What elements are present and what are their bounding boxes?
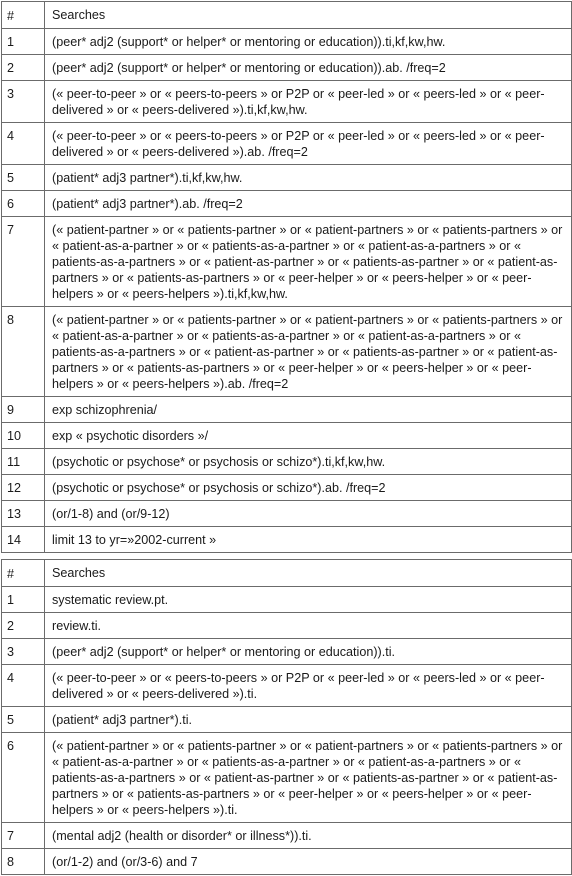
table-row — [2, 397, 572, 423]
row-number: 3 — [2, 639, 45, 665]
table-row — [2, 423, 572, 449]
row-number: 1 — [2, 587, 45, 613]
row-number: 9 — [2, 397, 45, 423]
search-query: exp « psychotic disorders »/ — [45, 423, 572, 449]
table-row — [2, 665, 572, 707]
row-number: 1 — [2, 29, 45, 55]
row-number: 2 — [2, 55, 45, 81]
search-query: (or/1-8) and (or/9-12) — [45, 501, 572, 527]
row-number: 8 — [2, 307, 45, 397]
search-query: (« patient-partner » or « patients-partner » or « patient-partners » or « patients-partners » or « patient-as-a-partner » or « patients-as-a-partner » or « patient-as-a-partners » or « patients-as-a-partners » or « patient-as-partner » or « patients-as-partner » or « patient-as-partners » or « patients-as-partners » or « peer-helper » or « peers-helper » or « peer-helpers » or « peers-helpers »).ab. /freq=2 — [45, 307, 572, 397]
search-query: (« peer-to-peer » or « peers-to-peers » or P2P or « peer-led » or « peers-led » or « peer-delivered » or « peers-delivered »).ab. /freq=2 — [45, 123, 572, 165]
row-number: 11 — [2, 449, 45, 475]
search-query: (« patient-partner » or « patients-partner » or « patient-partners » or « patients-partners » or « patient-as-a-partner » or « patients-as-a-partner » or « patient-as-a-partners » or « patients-as-a-partners » or « patient-as-partner » or « patients-as-partner » or « patient-as-partners » or « patients-as-partners » or « peer-helper » or « peers-helper » or « peer-helpers » or « peers-helpers »).ti,kf,kw,hw. — [45, 217, 572, 307]
search-table-1 — [1, 1, 572, 553]
table-row — [2, 639, 572, 665]
row-number: 6 — [2, 733, 45, 823]
column-header-number: # — [2, 560, 45, 587]
table-row — [2, 165, 572, 191]
table-row — [2, 849, 572, 875]
search-query: (peer* adj2 (support* or helper* or mentoring or education)).ti. — [45, 639, 572, 665]
table-row — [2, 29, 572, 55]
table-row — [2, 123, 572, 165]
row-number: 12 — [2, 475, 45, 501]
row-number: 4 — [2, 123, 45, 165]
search-query: systematic review.pt. — [45, 587, 572, 613]
table-header-row — [2, 560, 572, 587]
table-row — [2, 587, 572, 613]
row-number: 10 — [2, 423, 45, 449]
search-query: (peer* adj2 (support* or helper* or mentoring or education)).ti,kf,kw,hw. — [45, 29, 572, 55]
search-query: limit 13 to yr=»2002-current » — [45, 527, 572, 553]
search-query: (mental adj2 (health or disorder* or illness*)).ti. — [45, 823, 572, 849]
table-row — [2, 707, 572, 733]
search-query: (patient* adj3 partner*).ab. /freq=2 — [45, 191, 572, 217]
search-query: (« peer-to-peer » or « peers-to-peers » or P2P or « peer-led » or « peers-led » or « peer-delivered » or « peers-delivered »).ti,kf,kw,hw. — [45, 81, 572, 123]
search-query: review.ti. — [45, 613, 572, 639]
table-row — [2, 501, 572, 527]
table-row — [2, 81, 572, 123]
column-header-searches: Searches — [45, 560, 572, 587]
table-row — [2, 55, 572, 81]
row-number: 5 — [2, 707, 45, 733]
search-query: (peer* adj2 (support* or helper* or mentoring or education)).ab. /freq=2 — [45, 55, 572, 81]
table-row — [2, 823, 572, 849]
search-table-2 — [1, 559, 572, 875]
table-row — [2, 449, 572, 475]
column-header-searches: Searches — [45, 2, 572, 29]
table-row — [2, 733, 572, 823]
table-row — [2, 217, 572, 307]
table-row — [2, 527, 572, 553]
row-number: 2 — [2, 613, 45, 639]
row-number: 4 — [2, 665, 45, 707]
row-number: 8 — [2, 849, 45, 875]
search-query: (psychotic or psychose* or psychosis or schizo*).ti,kf,kw,hw. — [45, 449, 572, 475]
table-row — [2, 191, 572, 217]
row-number: 7 — [2, 823, 45, 849]
row-number: 3 — [2, 81, 45, 123]
row-number: 14 — [2, 527, 45, 553]
row-number: 5 — [2, 165, 45, 191]
search-query: (psychotic or psychose* or psychosis or schizo*).ab. /freq=2 — [45, 475, 572, 501]
search-query: exp schizophrenia/ — [45, 397, 572, 423]
search-strategy-tables — [1, 1, 571, 875]
search-query: (« peer-to-peer » or « peers-to-peers » or P2P or « peer-led » or « peers-led » or « peer-delivered » or « peers-delivered »).ti. — [45, 665, 572, 707]
column-header-number: # — [2, 2, 45, 29]
row-number: 7 — [2, 217, 45, 307]
search-query: (or/1-2) and (or/3-6) and 7 — [45, 849, 572, 875]
search-query: (patient* adj3 partner*).ti. — [45, 707, 572, 733]
table-row — [2, 613, 572, 639]
search-query: (« patient-partner » or « patients-partner » or « patient-partners » or « patients-partners » or « patient-as-a-partner » or « patients-as-a-partner » or « patient-as-a-partners » or « patients-as-a-partners » or « patient-as-partner » or « patients-as-partner » or « patient-as-partners » or « patients-as-partners » or « peer-helper » or « peers-helper » or « peer-helpers » or « peers-helpers »).ti. — [45, 733, 572, 823]
row-number: 13 — [2, 501, 45, 527]
table-row — [2, 475, 572, 501]
table-header-row — [2, 2, 572, 29]
search-query: (patient* adj3 partner*).ti,kf,kw,hw. — [45, 165, 572, 191]
row-number: 6 — [2, 191, 45, 217]
table-row — [2, 307, 572, 397]
